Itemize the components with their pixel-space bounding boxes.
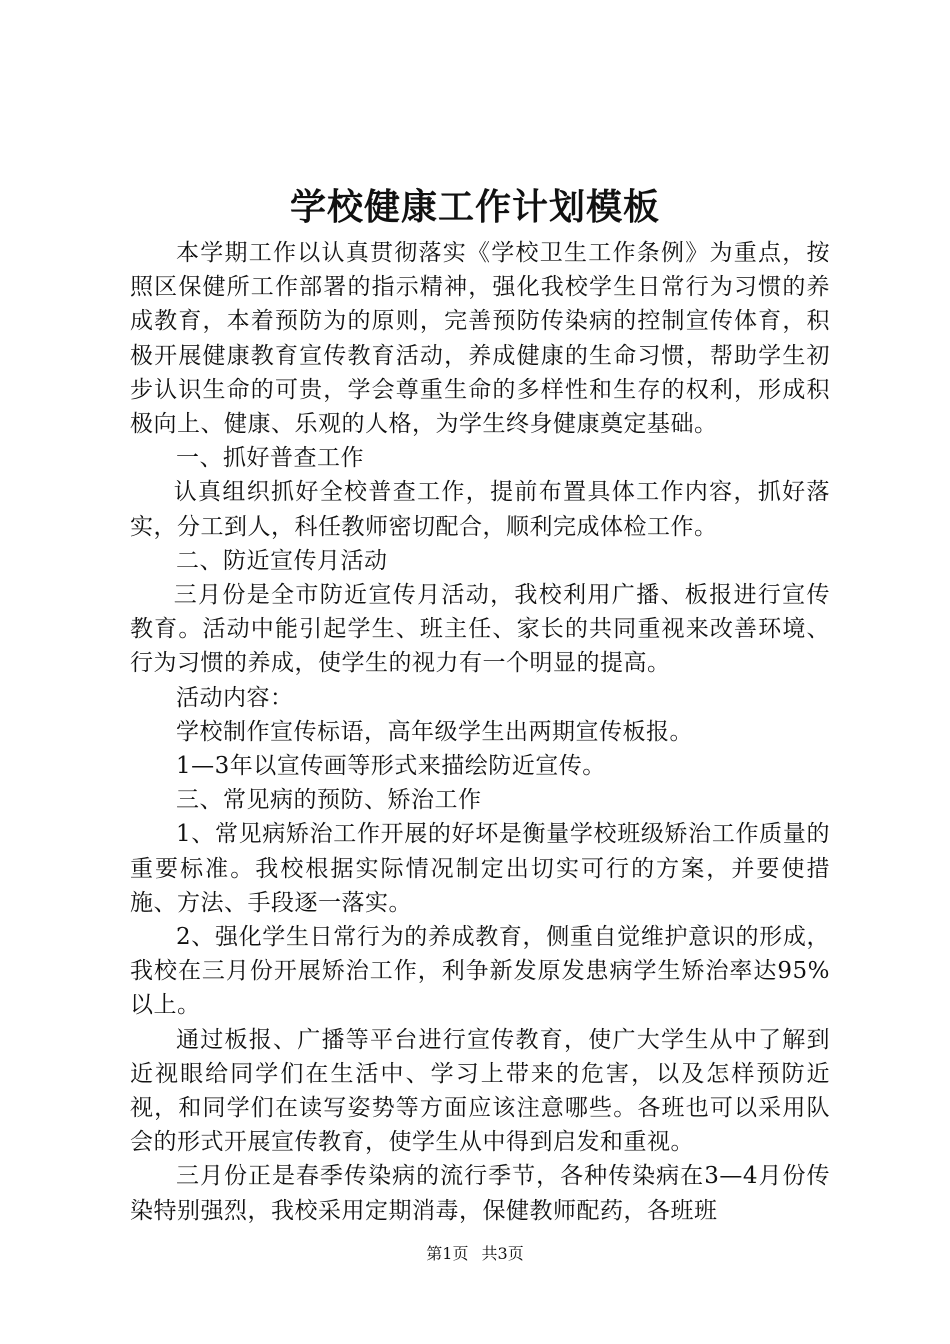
page-footer [0, 1243, 950, 1265]
body-paragraph: 三月份是全市防近宣传月活动，我校利用广播、板报进行宣传教育。活动中能引起学生、班主任、家长的共同重视来改善环境、行为习惯的养成，使学生的视力有一个明显的提高。 [130, 582, 830, 677]
intro-paragraph: 本学期工作以认真贯彻落实《学校卫生工作条例》为重点，按照区保健所工作部署的指示精神，强化我校学生日常行为习惯的养成教育，本着预防为的原则，完善预防传染病的控制宣传体育，积极开展健康教育宣传教育活动，养成健康的生命习惯，帮助学生初步认识生命的可贵，学会尊重生命的多样性和生存的权利，形成积极向上、健康、乐观的人格，为学生终身健康奠定基础。 [130, 240, 830, 438]
page-number: 第1页 [426, 1244, 469, 1263]
section-heading: 三、常见病的预防、矫治工作 [176, 787, 482, 814]
body-paragraph: 学校制作宣传标语，高年级学生出两期宣传板报。 [176, 718, 693, 745]
document-title: 学校健康工作计划模板 [289, 186, 660, 228]
body-paragraph: 通过板报、广播等平台进行宣传教育，使广大学生从中了解到近视眼给同学们在生活中、学习上带来的危害，以及怎样预防近视，和同学们在读写姿势等方面应该注意哪些。各班也可以采用队会的形式开展宣传教育，使学生从中得到启发和重视。 [130, 1026, 830, 1156]
body-paragraph: 活动内容： [176, 684, 294, 711]
body-paragraph: 1、常见病矫治工作开展的好坏是衡量学校班级矫治工作质量的重要标准。我校根据实际情况制定出切实可行的方案，并要使措施、方法、手段逐一落实。 [130, 821, 830, 916]
body-paragraph: 1—3年以宣传画等形式来描绘防近宣传。 [176, 753, 606, 780]
document-body [130, 236, 830, 1228]
section-heading: 二、防近宣传月活动 [176, 547, 388, 574]
section-heading: 一、抓好普查工作 [176, 445, 364, 472]
page-total: 共3页 [481, 1244, 524, 1263]
body-paragraph: 2、强化学生日常行为的养成教育，侧重自觉维护意识的形成，我校在三月份开展矫治工作，利争新发原发患病学生矫治率达95%以上。 [130, 924, 830, 1019]
body-paragraph: 认真组织抓好全校普查工作，提前布置具体工作内容，抓好落实，分工到人，科任教师密切配合，顺利完成体检工作。 [130, 479, 830, 540]
body-paragraph: 三月份正是春季传染病的流行季节，各种传染病在3—4月份传染特别强烈，我校采用定期消毒，保健教师配药，各班班 [130, 1163, 830, 1224]
